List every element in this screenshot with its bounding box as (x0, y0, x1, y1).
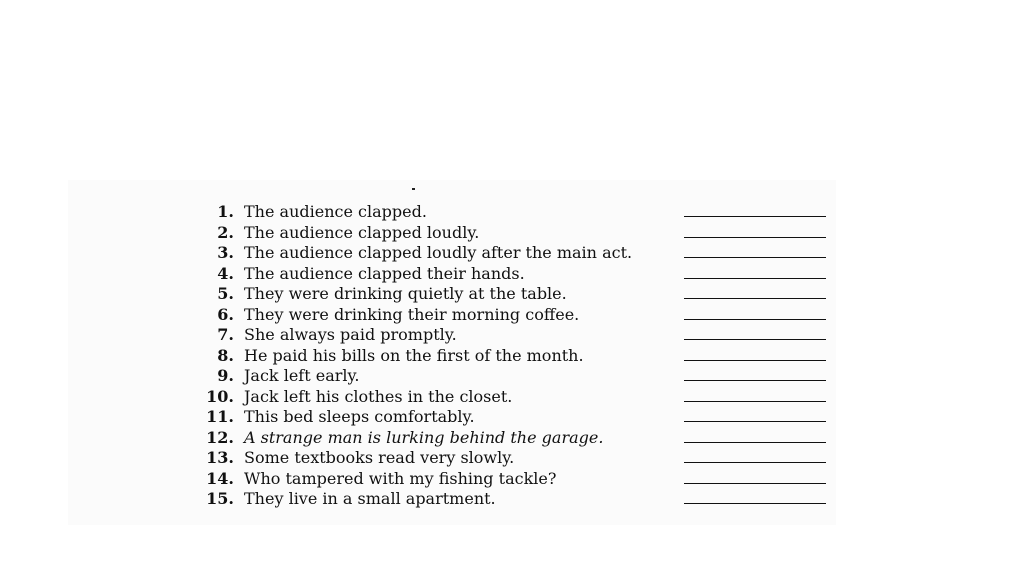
item-number: 2. (217, 222, 234, 242)
item-number: 12. (206, 427, 234, 447)
answer-blank (684, 216, 826, 217)
exercise-item (196, 284, 836, 305)
item-sentence: The audience clapped loudly after the main act. (244, 243, 633, 262)
exercise-item (196, 325, 836, 346)
answer-blank (684, 421, 826, 422)
item-sentence: The audience clapped loudly. (244, 222, 480, 242)
answer-blank (684, 462, 826, 463)
item-number: 15. (206, 489, 234, 508)
item-sentence: Jack left early. (244, 366, 360, 385)
item-number: 6. (217, 304, 234, 324)
item-number: 13. (206, 448, 234, 467)
item-sentence: They live in a small apartment. (244, 489, 496, 508)
exercise-item (196, 305, 836, 326)
item-number: 10. (206, 386, 234, 406)
answer-blank (684, 319, 826, 320)
item-sentence: Some textbooks read very slowly. (244, 448, 515, 467)
item-number: 7. (217, 325, 234, 344)
item-sentence: They were drinking their morning coffee. (244, 304, 580, 324)
answer-blank (684, 380, 826, 381)
scan-speck (412, 188, 415, 190)
exercise-item (196, 469, 836, 490)
answer-blank (684, 442, 826, 443)
exercise-item (196, 407, 836, 428)
item-number: 4. (217, 263, 234, 283)
exercise-item (196, 202, 836, 223)
answer-blank (684, 339, 826, 340)
item-number: 9. (217, 366, 234, 385)
item-number: 1. (217, 202, 234, 221)
item-number: 5. (217, 284, 234, 303)
item-number: 8. (217, 345, 234, 365)
answer-blank (684, 360, 826, 361)
item-number: 11. (206, 407, 234, 426)
exercise-item (196, 387, 836, 408)
item-sentence: The audience clapped their hands. (244, 263, 525, 283)
item-sentence: They were drinking quietly at the table. (244, 284, 567, 303)
answer-blank (684, 237, 826, 238)
answer-blank (684, 483, 826, 484)
exercise-list (196, 202, 836, 510)
exercise-item (196, 448, 836, 469)
exercise-item (196, 264, 836, 285)
item-sentence: A strange man is lurking behind the garage. (244, 427, 604, 447)
exercise-item (196, 428, 836, 449)
answer-blank (684, 278, 826, 279)
item-sentence: This bed sleeps comfortably. (244, 407, 475, 426)
answer-blank (684, 298, 826, 299)
exercise-item (196, 223, 836, 244)
item-sentence: She always paid promptly. (244, 325, 457, 344)
exercise-item (196, 366, 836, 387)
exercise-item (196, 243, 836, 264)
answer-blank (684, 401, 826, 402)
item-sentence: He paid his bills on the first of the month. (244, 345, 584, 365)
exercise-item (196, 489, 836, 510)
item-sentence: The audience clapped. (244, 202, 427, 221)
item-number: 3. (217, 243, 234, 262)
answer-blank (684, 503, 826, 504)
item-number: 14. (206, 468, 234, 488)
exercise-item (196, 346, 836, 367)
answer-blank (684, 257, 826, 258)
item-sentence: Jack left his clothes in the closet. (244, 386, 513, 406)
item-sentence: Who tampered with my fishing tackle? (244, 468, 557, 488)
